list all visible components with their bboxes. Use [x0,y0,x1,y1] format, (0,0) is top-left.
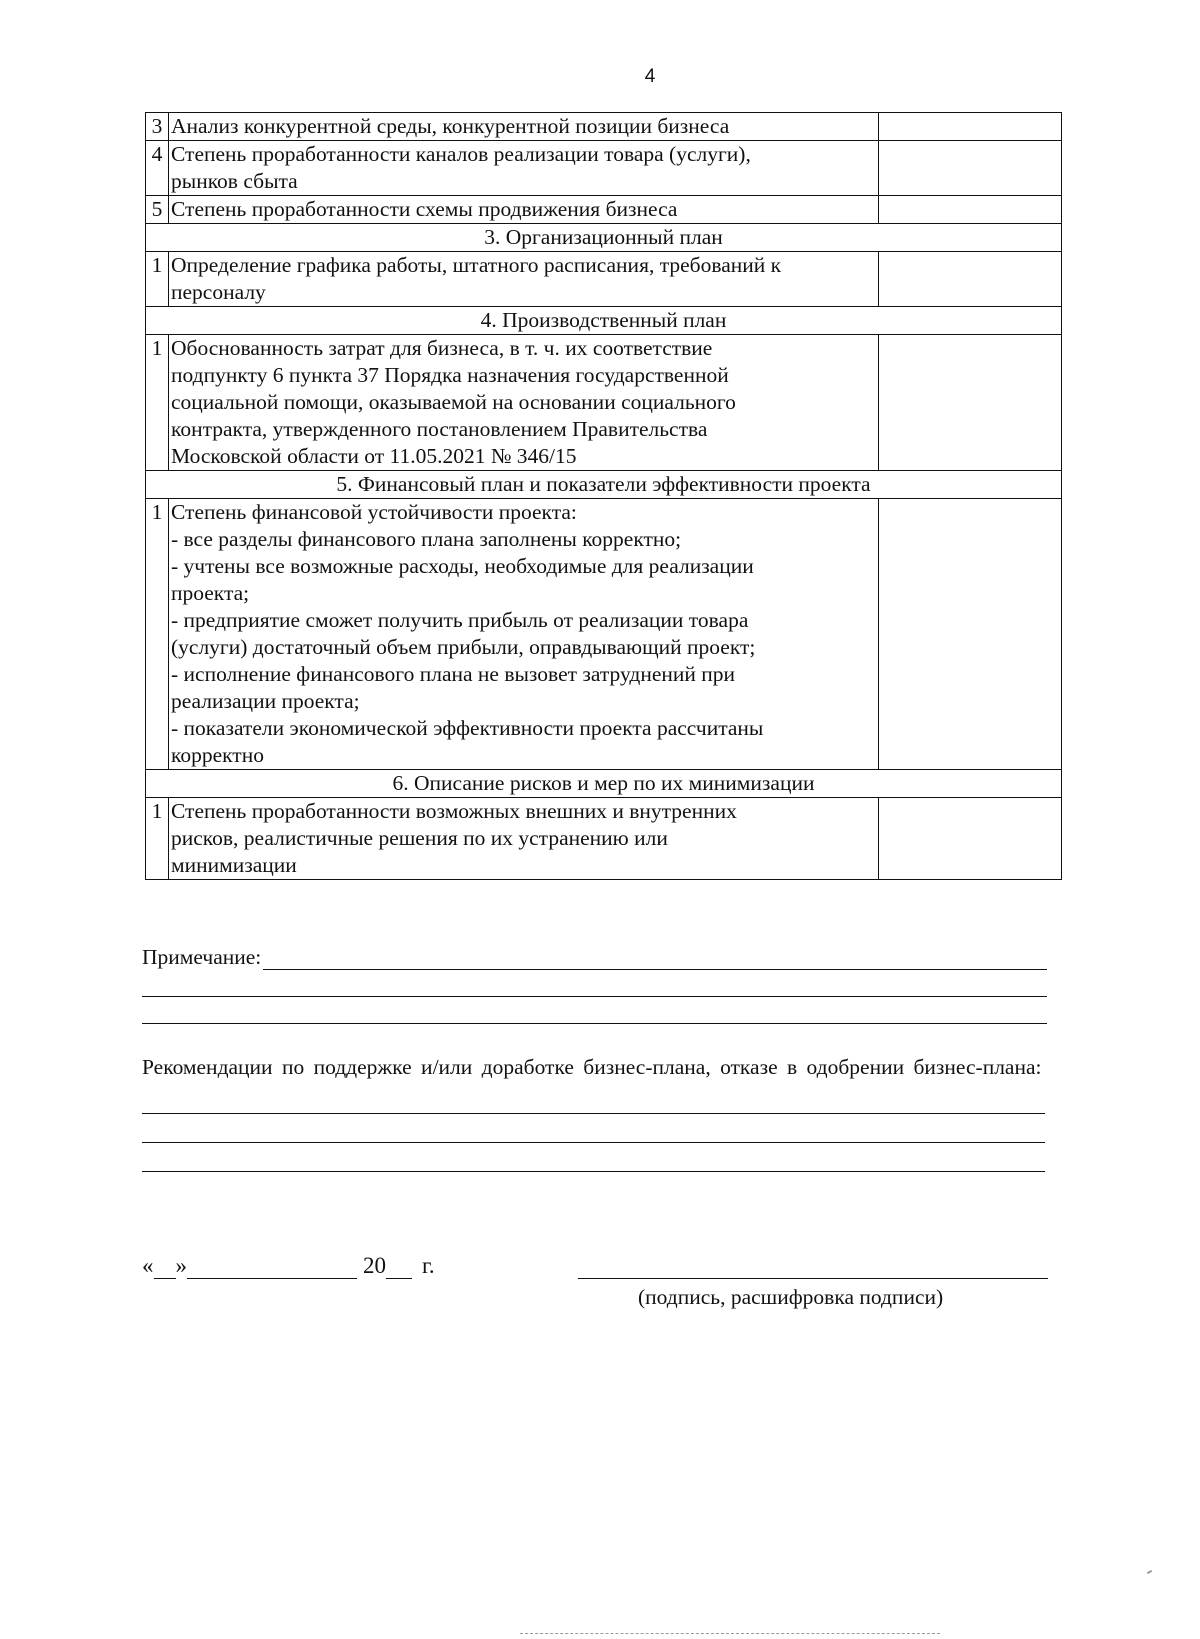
criterion-text [169,141,879,196]
score-cell [879,196,1062,224]
criterion-line: рисков, реалистичные решения по их устранению или [171,826,668,850]
criterion-line: - все разделы финансового плана заполнены корректно; [171,527,682,551]
year-blank[interactable] [386,1254,412,1279]
criterion-line: - показатели экономической эффективности проекта рассчитаны [171,716,764,740]
row-number: 1 [146,798,169,880]
criterion-line: Степень проработанности схемы продвижения бизнеса [171,197,678,221]
recommendations-blank-line[interactable] [142,1143,1045,1172]
criterion-line: - предприятие сможет получить прибыль от реализации товара [171,608,749,632]
page-number: 4 [644,66,656,87]
criterion-line: реализации проекта; [171,689,360,713]
close-quote: » [175,1253,187,1278]
criterion-text [169,196,879,224]
criterion-line: проекта; [171,581,250,605]
table-row [146,499,1062,770]
row-number: 4 [146,141,169,196]
score-cell [879,113,1062,141]
criterion-text [169,499,879,770]
row-number: 1 [146,499,169,770]
note-section [142,940,1047,1024]
section-header-row [146,224,1062,252]
criterion-line: контракта, утвержденного постановлением Правительства [171,417,708,441]
recommendations-label: Рекомендации по поддержке и/или доработке бизнес-плана, отказе в одобрении бизнес-плана: [142,1055,1042,1079]
score-cell [879,798,1062,880]
scan-edge-mark [520,1633,940,1637]
table-row [146,335,1062,471]
year-prefix: 20 [363,1253,386,1278]
score-cell [879,252,1062,307]
section-header-row [146,770,1062,798]
criterion-line: Определение графика работы, штатного расписания, требований к [171,253,782,277]
criterion-text [169,335,879,471]
month-blank[interactable] [187,1254,357,1279]
criterion-line: Анализ конкурентной среды, конкурентной позиции бизнеса [171,114,730,138]
criterion-line: корректно [171,743,264,767]
criterion-text [169,798,879,880]
signature-line[interactable] [578,1278,1048,1279]
score-cell [879,499,1062,770]
criterion-line: Обоснованность затрат для бизнеса, в т. ч. их соответствие [171,336,713,360]
recommendations-section [142,1055,1152,1172]
recommendations-blank-line[interactable] [142,1114,1045,1143]
section-header-row [146,307,1062,335]
row-number: 3 [146,113,169,141]
table-row [146,113,1062,141]
criterion-text [169,252,879,307]
section-title: 3. Организационный план [146,224,1062,252]
section-title: 6. Описание рисков и мер по их минимизации [146,770,1062,798]
criterion-line: Степень проработанности возможных внешних и внутренних [171,799,737,823]
row-number: 5 [146,196,169,224]
note-blank-line[interactable] [263,947,1047,970]
criterion-line: Степень проработанности каналов реализации товара (услуги), [171,142,751,166]
open-quote: « [142,1253,154,1278]
section-title: 4. Производственный план [146,307,1062,335]
score-cell [879,141,1062,196]
criterion-line: персоналу [171,280,266,304]
criterion-line: Степень финансовой устойчивости проекта: [171,500,577,524]
year-suffix: г. [422,1253,435,1278]
table-row [146,196,1062,224]
criterion-text [169,113,879,141]
criterion-line: социальной помощи, оказываемой на основании социального [171,390,736,414]
section-title: 5. Финансовый план и показатели эффективности проекта [146,471,1062,499]
scan-speck [1147,1570,1152,1574]
row-number: 1 [146,335,169,471]
table-row [146,252,1062,307]
note-blank-line[interactable] [142,997,1047,1024]
criterion-line: подпункту 6 пункта 37 Порядка назначения государственной [171,363,729,387]
criterion-line: Московской области от 11.05.2021 № 346/15 [171,444,577,468]
criteria-table [145,112,1062,880]
recommendations-blank-line[interactable] [142,1085,1045,1114]
note-label: Примечание: [142,945,262,969]
table-row [146,141,1062,196]
score-cell [879,335,1062,471]
note-blank-line[interactable] [142,970,1047,997]
row-number: 1 [146,252,169,307]
date-line [142,1253,435,1279]
criterion-line: минимизации [171,853,297,877]
criterion-line: - учтены все возможные расходы, необходимые для реализации [171,554,754,578]
section-header-row [146,471,1062,499]
note-first-line [142,940,1047,970]
day-blank[interactable] [154,1254,176,1279]
table-row [146,798,1062,880]
criterion-line: рынков сбыта [171,169,298,193]
criterion-line: - исполнение финансового плана не вызовет затруднений при [171,662,736,686]
signature-caption: (подпись, расшифровка подписи) [638,1285,944,1309]
criterion-line: (услуги) достаточный объем прибыли, оправдывающий проект; [171,635,756,659]
